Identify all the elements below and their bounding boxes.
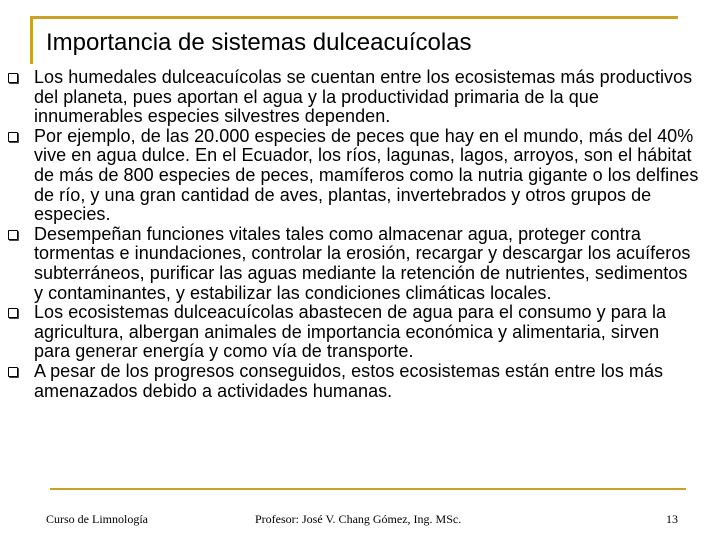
bullet-item (0, 303, 720, 362)
square-bullet-icon (8, 73, 18, 83)
square-bullet-icon (8, 367, 18, 377)
bullet-text: A pesar de los progresos conseguidos, estos ecosistemas están entre los más amenazados debido a actividades humanas. (34, 360, 664, 401)
square-bullet-icon (8, 132, 18, 142)
bullet-item (0, 362, 720, 401)
footer-divider-line (50, 488, 686, 490)
bullet-list (0, 68, 720, 401)
bullet-text: Por ejemplo, de las 20.000 especies de peces que hay en el mundo, más del 40% vive en agua dulce. En el Ecuador, los ríos, lagunas, lagos, arroyos, son el hábitat de más de 800 especies de peces, mamíferos como la nutria gigante o los delfines de río, y una gran cantidad de aves, plantas, invertebrados y otros grupos de especies. (34, 125, 699, 225)
bullet-item (0, 68, 720, 127)
bullet-text: Los humedales dulceacuícolas se cuentan entre los ecosistemas más productivos del planeta, pues aportan el agua y la productividad primaria de la que innumerables especies silvestres dependen. (34, 67, 693, 127)
title-frame-top-line (30, 16, 678, 19)
square-bullet-icon (8, 230, 18, 240)
footer-course: Curso de Limnología (46, 512, 148, 526)
bullet-text: Desempeñan funciones vitales tales como almacenar agua, proteger contra tormentas e inundaciones, controlar la erosión, recargar y descargar los acuíferos subterráneos, purificar las aguas mediante la retención de nutrientes, sedimentos y contaminantes, y estabilizar las condiciones climáticas locales. (34, 223, 691, 303)
footer-page-number: 13 (666, 512, 678, 526)
slide-title: Importancia de sistemas dulceacuícolas (46, 29, 472, 56)
bullet-text: Los ecosistemas dulceacuícolas abastecen de agua para el consumo y para la agricultura, albergan animales de importancia económica y alimentaria, sirven para generar energía y como vía de transporte. (34, 302, 667, 362)
square-bullet-icon (8, 308, 18, 318)
bullet-item (0, 225, 720, 303)
bullet-item (0, 127, 720, 225)
footer-professor: Profesor: José V. Chang Gómez, Ing. MSc. (255, 512, 462, 526)
title-frame-left-line (30, 16, 33, 64)
